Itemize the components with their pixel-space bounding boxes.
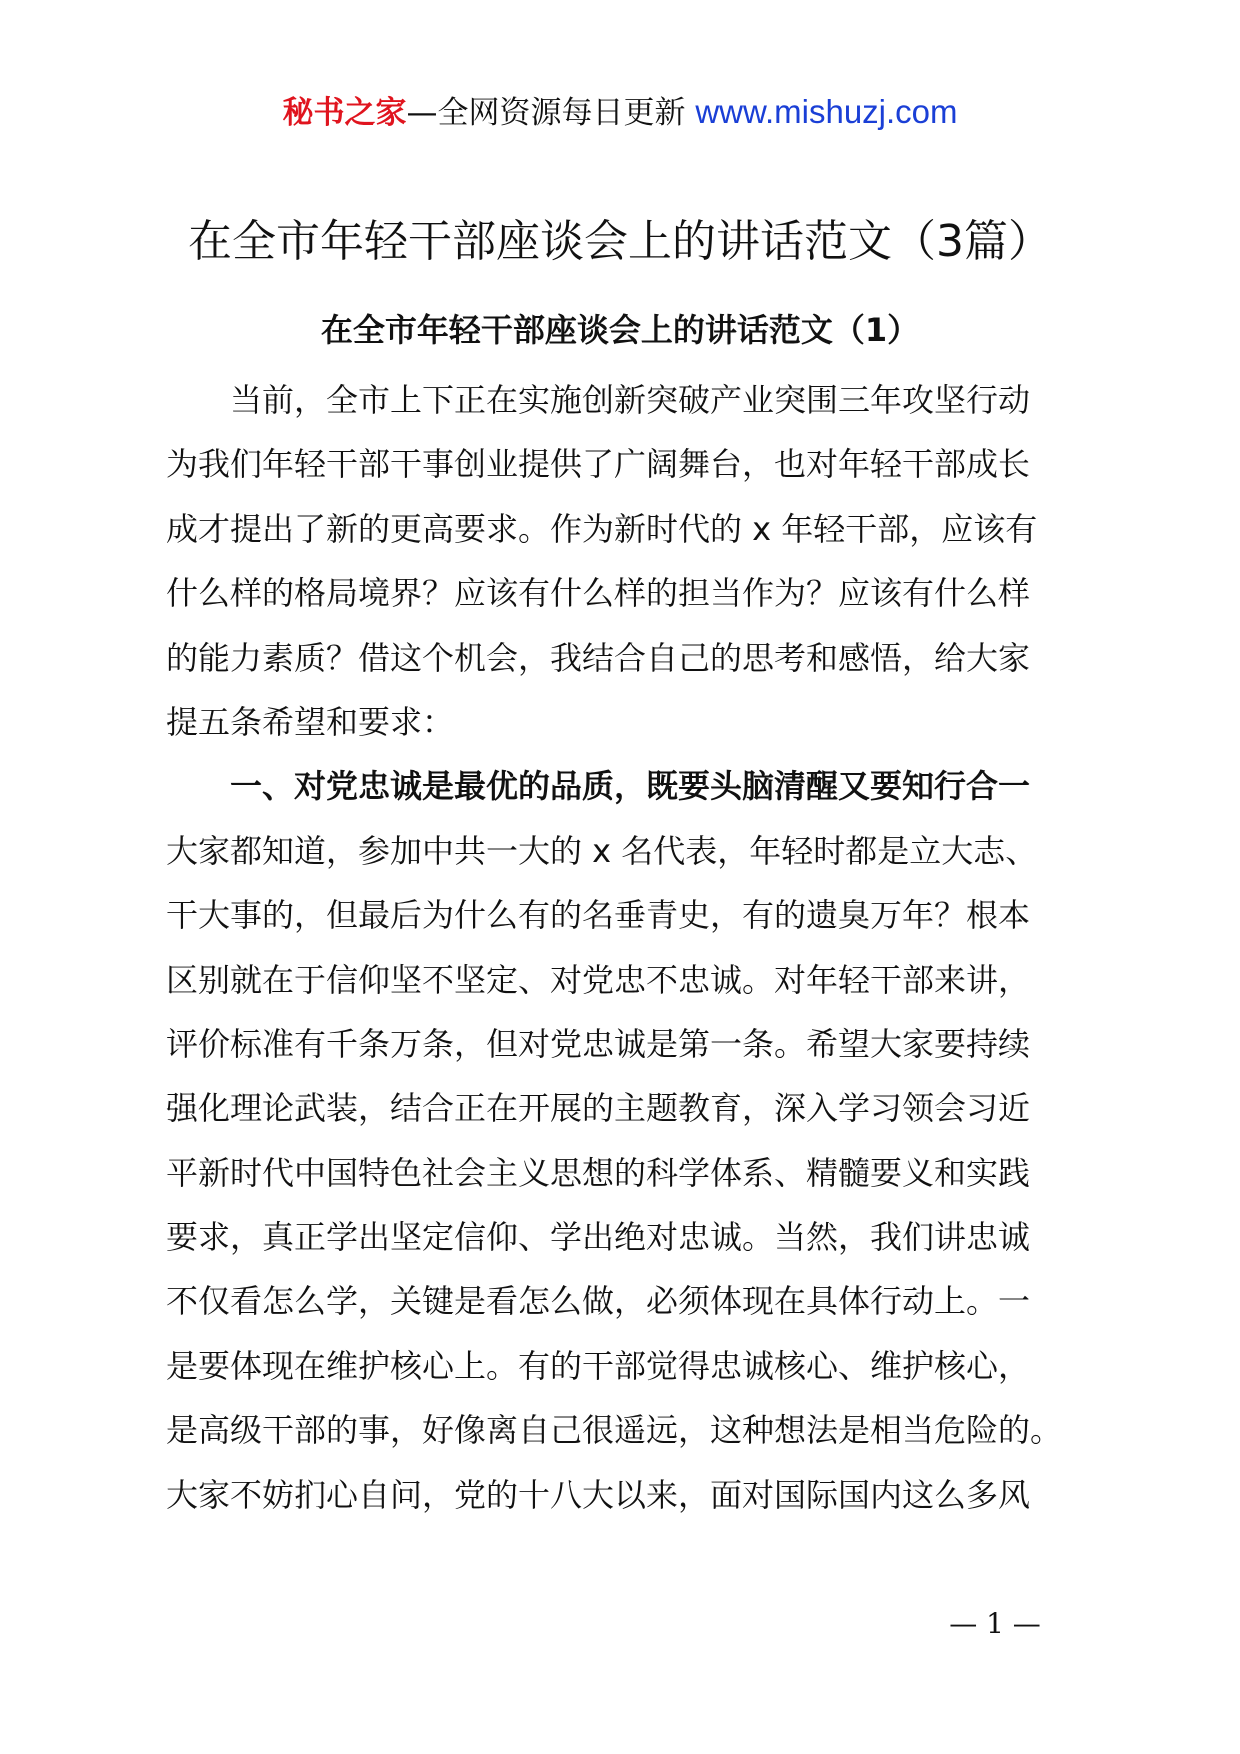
site-tagline: —全网资源每日更新 [406, 95, 686, 131]
document-title: 在全市年轻干部座谈会上的讲话范文（3篇） [188, 216, 1052, 267]
body-line: 成才提出了新的更高要求。作为新时代的 x 年轻干部，应该有 [166, 509, 1038, 548]
body-line: 区别就在于信仰坚不坚定、对党忠不忠诚。对年轻干部来讲， [166, 960, 1031, 999]
body-line: 提五条希望和要求： [166, 702, 455, 741]
body-line: 当前，全市上下正在实施创新突破产业突围三年攻坚行动 [166, 381, 1031, 419]
body-line: 大家都知道，参加中共一大的 x 名代表，年轻时都是立大志、 [166, 831, 1038, 870]
body-line: 要求，真正学出坚定信仰、学出绝对忠诚。当然，我们讲忠诚 [166, 1218, 1031, 1257]
body-line: 是高级干部的事，好像离自己很遥远，这种想法是相当危险的。 [166, 1411, 1063, 1450]
site-header [0, 92, 1240, 133]
body-line: 平新时代中国特色社会主义思想的科学体系、精髓要义和实践 [166, 1153, 1031, 1192]
body-line: 不仅看怎么学，关键是看怎么做，必须体现在具体行动上。一 [166, 1282, 1031, 1321]
body-line: 是要体现在维护核心上。有的干部觉得忠诚核心、维护核心， [166, 1346, 1031, 1385]
document-subtitle: 在全市年轻干部座谈会上的讲话范文（1） [320, 311, 920, 349]
document-body [166, 368, 1106, 1527]
body-line: 干大事的，但最后为什么有的名垂青史，有的遗臭万年？根本 [166, 896, 1031, 935]
body-line: 的能力素质？借这个机会，我结合自己的思考和感悟，给大家 [166, 638, 1031, 677]
body-line: 为我们年轻干部干事创业提供了广阔舞台，也对年轻干部成长 [166, 445, 1031, 484]
body-line: 什么样的格局境界？应该有什么样的担当作为？应该有什么样 [166, 574, 1031, 613]
section-heading: 一、对党忠诚是最优的品质，既要头脑清醒又要知行合一 [166, 767, 1031, 806]
site-brand: 秘书之家 [282, 95, 407, 131]
body-line: 大家不妨扪心自问，党的十八大以来，面对国际国内这么多风 [166, 1475, 1031, 1514]
body-line: 强化理论武装，结合正在开展的主题教育，深入学习领会习近 [166, 1089, 1031, 1128]
body-line: 评价标准有千条万条，但对党忠诚是第一条。希望大家要持续 [166, 1024, 1031, 1063]
page-number: — 1 — [949, 1607, 1041, 1640]
site-url[interactable]: www.mishuzj.com [695, 93, 958, 130]
